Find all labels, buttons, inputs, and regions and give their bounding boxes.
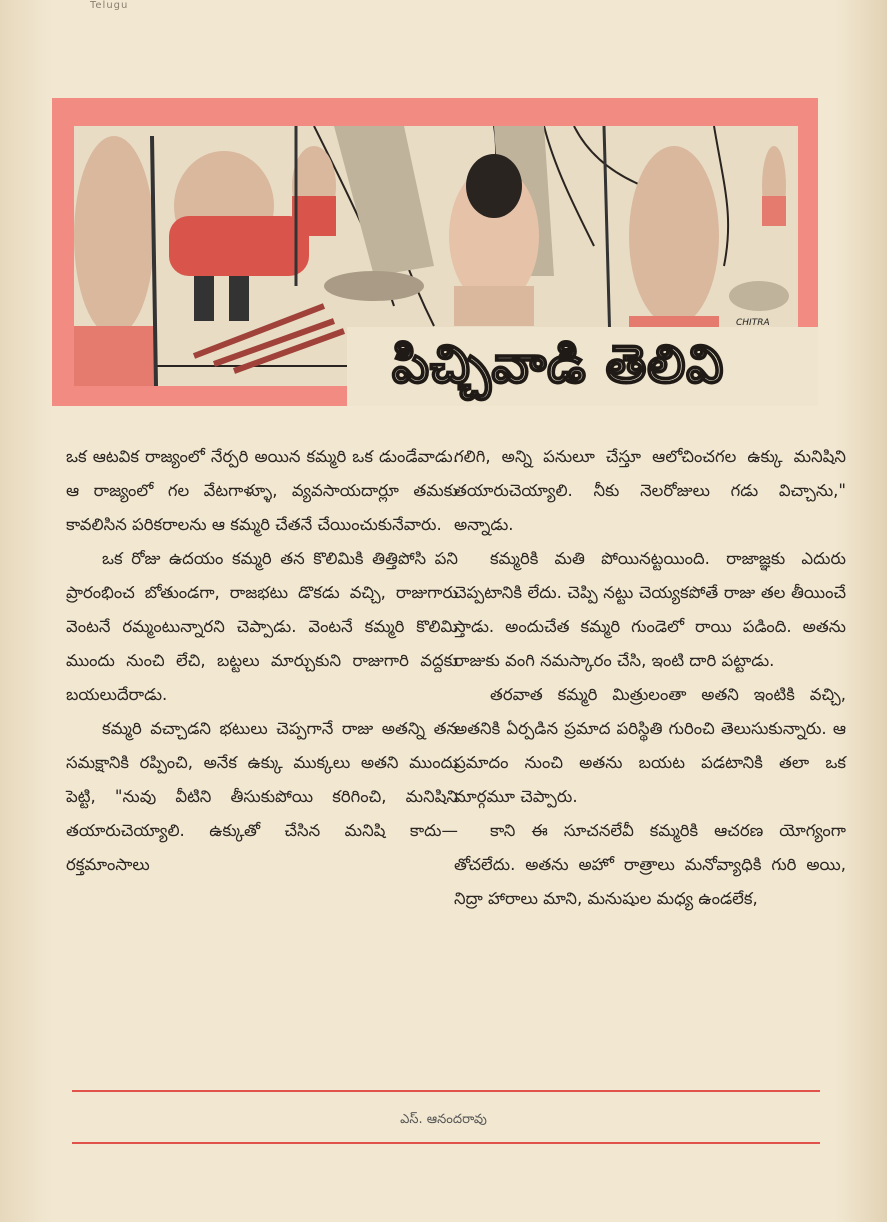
story-title: పిచ్చివాడి తెలివి [392, 335, 725, 395]
bottom-rule [72, 1142, 820, 1144]
paragraph: గలిగి, అన్ని పనులూ చేస్తూ ఆలోచించగల ఉక్కు మనిషిని తయారుచెయ్యాలి. నీకు నెలరోజులు గడు విచ్చాను," అన్నాడు. [454, 447, 846, 534]
paragraph: కమ్మరికి మతి పోయినట్టయింది. రాజాజ్ఞకు ఎదురు చెప్పటానికి లేదు. చెప్పి నట్టు చెయ్యకపోతే రాజు తల తీయించే స్తాడు. అందుచేత కమ్మరి గుండెలో రాయి పడింది. అతను రాజుకు వంగి నమస్కారం చేసి, ఇంటి దారి పట్టాడు. [454, 549, 846, 670]
paragraph: తరవాత కమ్మరి మిత్రులంతా అతని ఇంటికి వచ్చి, అతనికి ఏర్పడిన ప్రమాద పరిస్థితి గురించి తెలుసుకున్నారు. ఆ ప్రమాదం నుంచి అతను బయట పడటానికి తలా ఒక మార్గమూ చెప్పారు. [454, 685, 846, 806]
paragraph: ఒక రోజు ఉదయం కమ్మరి తన కొలిమికి తిత్తిపోసి పని ప్రారంభించ బోతుండగా, రాజభటు డొకడు వచ్చి, రాజుగారు వెంటనే రమ్మంటున్నారని చెప్పాడు. వెంటనే కమ్మరి కొలిమి ముందు నుంచి లేచి, బట్టలు మార్చుకుని రాజుగారి వద్దకు బయలుదేరాడు. [66, 549, 458, 704]
paragraph: కమ్మరి వచ్చాడని భటులు చెప్పగానే రాజు అతన్ని తన సమక్షానికి రప్పించి, అనేక ఉక్కు ముక్కలు అతని ముందు పెట్టి, "నువు వీటిని తీసుకుపోయి కరిగించి, మనిషిని తయారుచెయ్యాలి. ఉక్కుతో చేసిన మనిషి కాదు—రక్తమాంసాలు [66, 719, 458, 874]
paragraph: ఒక ఆటవిక రాజ్యంలో నేర్పరి అయిన కమ్మరి ఒక డుండేవాడు. ఆ రాజ్యంలో గల వేటగాళ్ళూ, వ్యవసాయదార్లూ తమకు కావలిసిన పరికరాలను ఆ కమ్మరి చేతనే చేయించుకునేవారు. [66, 447, 458, 534]
paragraph: కాని ఈ సూచనలేవీ కమ్మరికి ఆచరణ యోగ్యంగా తోచలేదు. అతను అహో రాత్రాలు మనోవ్యాధికి గురి అయి, నిద్రా హారాలు మాని, మనుషుల మధ్య ఉండలేక, [454, 821, 846, 908]
left-column [66, 440, 458, 882]
running-head: Telugu [90, 0, 129, 11]
top-rule [72, 1090, 820, 1092]
right-column [454, 440, 846, 916]
author-credit: ఎస్. ఆనందరావు [400, 1112, 487, 1127]
artist-signature: CHITRA [736, 318, 770, 328]
